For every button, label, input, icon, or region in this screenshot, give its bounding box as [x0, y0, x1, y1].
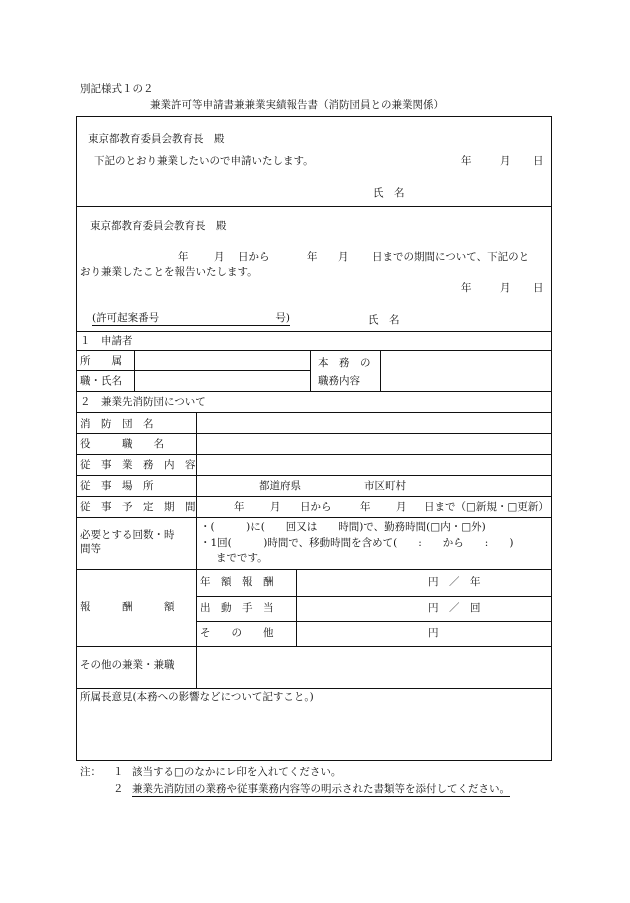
- application-addressee: 東京都教育委員会教育長 殿: [88, 133, 225, 145]
- report-month2: 月: [338, 251, 349, 263]
- notes-prefix: 注：: [80, 766, 101, 778]
- divider: [76, 646, 552, 647]
- divider: [76, 496, 552, 497]
- report-statement: おり兼業したことを報告いたします。: [80, 266, 258, 278]
- position-label: 役 職 名: [80, 438, 164, 450]
- other-jobs-label: その他の兼業・兼職: [80, 659, 175, 671]
- note-2-number: ２: [113, 783, 124, 795]
- permit-number-close: 号): [275, 312, 290, 324]
- application-month-label: 月: [500, 155, 511, 167]
- duty-location-label: 従 事 場 所: [80, 480, 154, 492]
- divider: [196, 569, 197, 646]
- annual-compensation-unit: 円 ／ 年: [428, 576, 481, 588]
- divider: [76, 688, 552, 689]
- report-month1: 月: [214, 251, 225, 263]
- divider: [76, 391, 552, 392]
- title-name-label: 職・氏名: [80, 375, 122, 387]
- divider: [196, 412, 197, 569]
- other-compensation-label: そ の 他: [200, 627, 274, 639]
- report-from: 日から: [238, 251, 270, 263]
- period-month2: 月: [396, 501, 407, 513]
- report-name-label: 氏 名: [368, 314, 400, 326]
- application-statement: 下記のとおり兼業したいので申請いたします。: [94, 155, 314, 167]
- divider: [76, 331, 552, 332]
- divider: [296, 569, 297, 646]
- divider: [76, 454, 552, 455]
- divider: [76, 475, 552, 476]
- section2-heading: ２ 兼業先消防団について: [80, 396, 206, 408]
- permit-number-open: (許可起案番号: [92, 312, 160, 324]
- application-day-label: 日: [533, 155, 544, 167]
- divider: [76, 412, 552, 413]
- dispatch-allowance-label: 出 動 手 当: [200, 602, 274, 614]
- frequency-label-2: 間等: [80, 543, 101, 555]
- divider: [76, 206, 552, 207]
- frequency-label: 必要とする回数・時: [80, 529, 175, 541]
- note-2-text: 兼業先消防団の業務や従事業務内容等の明示された書類等を添付してください。: [132, 783, 510, 795]
- main-duties-label-2: 職務内容: [318, 375, 360, 387]
- main-duties-label: 本 務 の: [318, 357, 371, 369]
- annual-compensation-label: 年 額 報 酬: [200, 576, 274, 588]
- divider: [380, 350, 381, 391]
- other-compensation-unit: 円: [428, 627, 439, 639]
- period-month1: 月: [270, 501, 281, 513]
- compensation-label: 報 酬 額: [80, 601, 175, 613]
- divider: [76, 370, 310, 371]
- affiliation-label: 所 属: [80, 355, 122, 367]
- duty-content-label: 従 事 業 務 内 容: [80, 459, 196, 471]
- divider: [310, 350, 311, 391]
- period-year2: 年: [360, 501, 371, 513]
- form-title: 兼業許可等申請書兼兼業実績報告書（消防団員との兼業関係）: [150, 99, 444, 111]
- divider: [76, 350, 552, 351]
- application-name-label: 氏 名: [373, 187, 405, 199]
- planned-period-label: 従 事 予 定 期 間: [80, 501, 196, 513]
- city-label: 市区町村: [364, 480, 406, 492]
- prefecture-label: 都道府県: [259, 480, 301, 492]
- period-from: 日から: [300, 501, 332, 513]
- period-until: 日まで（□新規・□更新）: [424, 501, 549, 513]
- section1-heading: １ 申請者: [80, 335, 133, 347]
- divider: [76, 569, 552, 570]
- report-addressee: 東京都教育委員会教育長 殿: [90, 220, 227, 232]
- dispatch-allowance-unit: 円 ／ 回: [428, 602, 481, 614]
- report-month-label: 月: [500, 282, 511, 294]
- note-1-text: 該当する□のなかにレ印を入れてください。: [132, 766, 342, 778]
- frequency-line-2: ・1回( )時間で、移動時間を含めて( : から : ): [200, 537, 514, 549]
- divider: [196, 646, 197, 688]
- report-year2: 年: [307, 251, 318, 263]
- divider: [196, 596, 552, 597]
- divider: [196, 621, 552, 622]
- report-day-label: 日: [533, 282, 544, 294]
- divider: [76, 433, 552, 434]
- report-year-label: 年: [461, 282, 472, 294]
- application-year-label: 年: [461, 155, 472, 167]
- frequency-line-3: までです。: [216, 552, 268, 564]
- divider: [76, 517, 552, 518]
- supervisor-opinion-label: 所属長意見(本務への影響などについて記すこと。): [80, 691, 314, 703]
- fire-brigade-name-label: 消 防 団 名: [80, 418, 154, 430]
- report-until: 日までの期間について、下記のと: [372, 251, 530, 263]
- note-1-number: １: [113, 766, 124, 778]
- report-year1: 年: [178, 251, 189, 263]
- permit-number-field[interactable]: [92, 313, 290, 326]
- period-year1: 年: [234, 501, 245, 513]
- frequency-line-1: ・( )に( 回又は 時間)で、勤務時間(□内・□外): [200, 521, 486, 533]
- form-number: 別記様式１の２: [80, 83, 154, 95]
